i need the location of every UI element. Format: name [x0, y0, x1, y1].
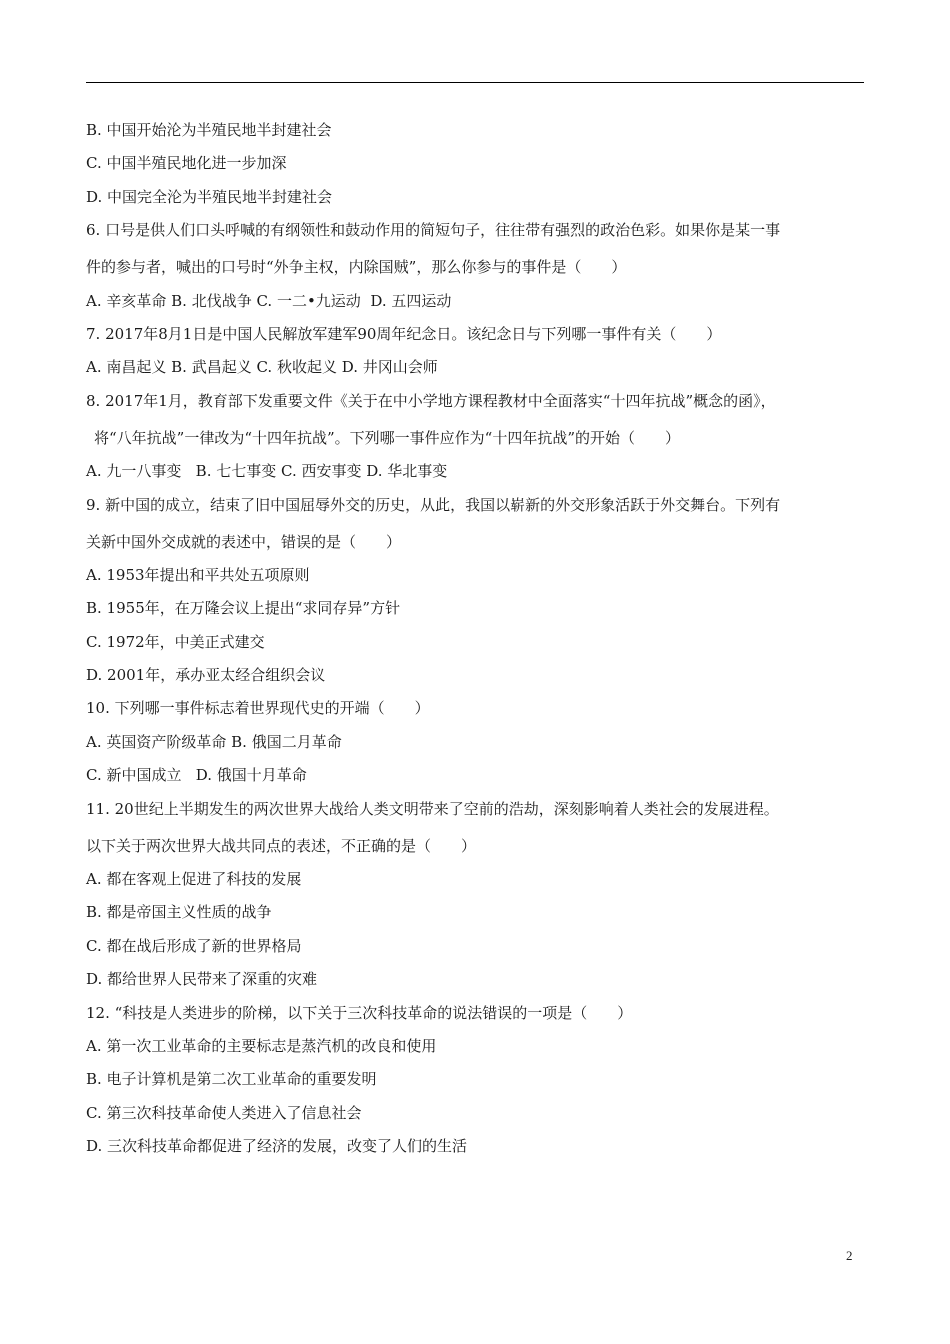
question-8-line-2: 将“八年抗战”一律改为“十四年抗战”。下列哪一事件应作为“十四年抗战”的开始（ ）: [94, 428, 681, 447]
question-11-line-1: 11. 20世纪上半期发生的两次世界大战给人类文明带来了空前的浩劫，深刻影响着人类社会的发展进程。: [86, 799, 779, 818]
option-9b: B. 1955年，在万隆会议上提出“求同存异”方针: [86, 599, 401, 618]
option-11c: C. 都在战后形成了新的世界格局: [86, 936, 302, 955]
question-list: [86, 120, 876, 1170]
question-6-line-2: 件的参与者，喊出的口号时“外争主权，内除国贼”，那么你参与的事件是（ ）: [86, 258, 627, 277]
question-12: 12. “科技是人类进步的阶梯，以下关于三次科技革命的说法错误的一项是（ ）: [86, 1003, 633, 1022]
options-7: A. 南昌起义 B. 武昌起义 C. 秋收起义 D. 井冈山会师: [86, 358, 438, 377]
options-6: A. 辛亥革命 B. 北伐战争 C. 一二•九运动 D. 五四运动: [86, 291, 452, 310]
question-8-line-1: 8. 2017年1月，教育部下发重要文件《关于在中小学地方课程教材中全面落实“十四年抗战”概念的函》，: [86, 391, 776, 410]
question-9-line-1: 9. 新中国的成立，结束了旧中国屈辱外交的历史，从此，我国以崭新的外交形象活跃于外交舞台。下列有: [86, 495, 781, 514]
option-9c: C. 1972年，中美正式建交: [86, 632, 265, 651]
page-number: 2: [846, 1248, 853, 1263]
option-12d: D. 三次科技革命都促进了经济的发展，改变了人们的生活: [86, 1137, 468, 1156]
question-10: 10. 下列哪一事件标志着世界现代史的开端（ ）: [86, 699, 430, 718]
option-12b: B. 电子计算机是第二次工业革命的重要发明: [86, 1070, 377, 1089]
question-7: 7. 2017年8月1日是中国人民解放军建军90周年纪念日。该纪念日与下列哪一事件有关（ ）: [86, 324, 722, 343]
option-5b: B. 中国开始沦为半殖民地半封建社会: [86, 121, 332, 139]
option-11a: A. 都在客观上促进了科技的发展: [86, 870, 302, 889]
option-9a: A. 1953年提出和平共处五项原则: [86, 565, 310, 584]
option-9d: D. 2001年，承办亚太经合组织会议: [86, 666, 326, 685]
options-8: A. 九一八事变 B. 七七事变 C. 西安事变 D. 华北事变: [86, 462, 448, 481]
option-5c: C. 中国半殖民地化进一步加深: [86, 154, 287, 173]
option-12c: C. 第三次科技革命使人类进入了信息社会: [86, 1103, 362, 1122]
options-10-row-2: C. 新中国成立 D. 俄国十月革命: [86, 766, 307, 785]
options-10-row-1: A. 英国资产阶级革命 B. 俄国二月革命: [86, 732, 342, 751]
question-11-line-2: 以下关于两次世界大战共同点的表述，不正确的是（ ）: [86, 836, 477, 855]
option-11b: B. 都是帝国主义性质的战争: [86, 903, 272, 922]
header-rule: [86, 82, 864, 83]
option-12a: A. 第一次工业革命的主要标志是蒸汽机的改良和使用: [86, 1036, 437, 1055]
question-9-line-2: 关新中国外交成就的表述中，错误的是（ ）: [86, 532, 402, 551]
question-6-line-1: 6. 口号是供人们口头呼喊的有纲领性和鼓动作用的简短句子，往往带有强烈的政治色彩。如果你是某一事: [86, 221, 781, 240]
option-11d: D. 都给世界人民带来了深重的灾难: [86, 970, 318, 989]
option-5d: D. 中国完全沦为半殖民地半封建社会: [86, 187, 333, 206]
